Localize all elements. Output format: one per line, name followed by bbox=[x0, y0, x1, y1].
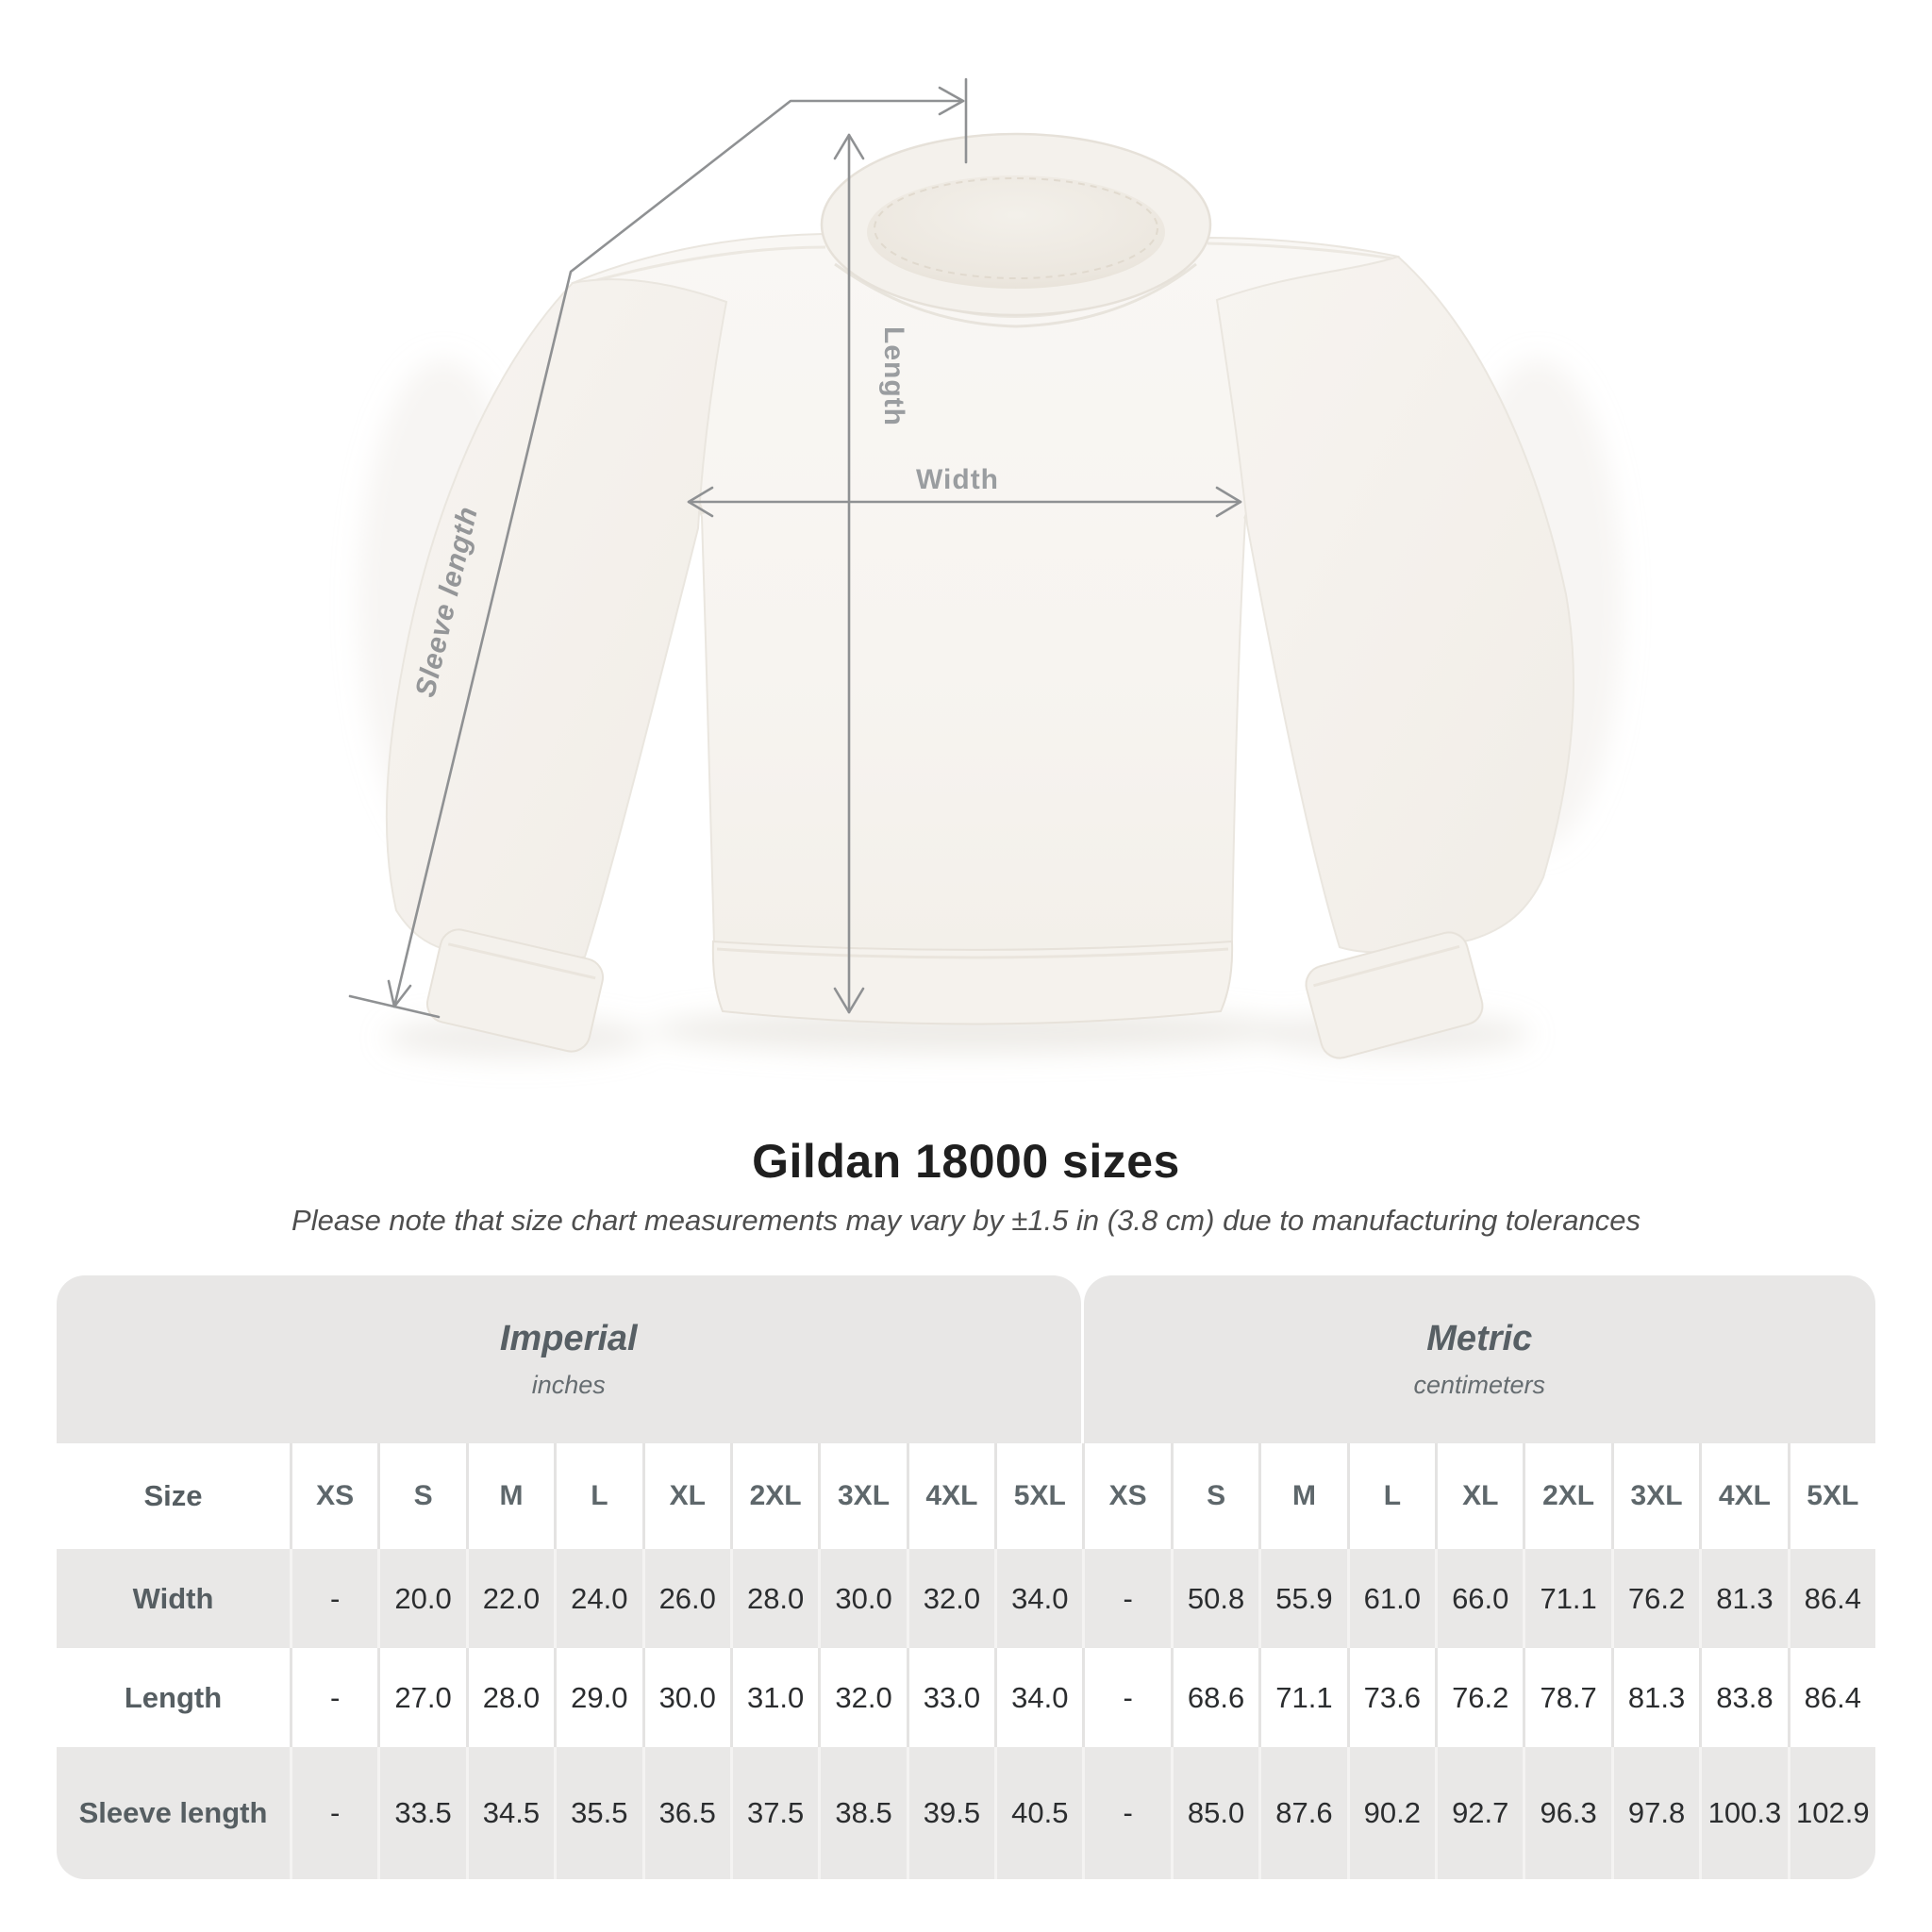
row-label-width: Width bbox=[132, 1581, 214, 1615]
size-header-metric-m: M bbox=[1258, 1443, 1346, 1549]
size-column-header: Size bbox=[143, 1479, 203, 1512]
size-header-metric-2xl: 2XL bbox=[1523, 1443, 1610, 1549]
width-dimension-label: Width bbox=[915, 464, 1000, 495]
metric-header bbox=[1084, 1275, 1876, 1443]
size-header-row bbox=[57, 1443, 1875, 1549]
imperial-unit: inches bbox=[531, 1371, 606, 1399]
imperial-label: Imperial bbox=[499, 1319, 638, 1358]
imperial-header bbox=[57, 1275, 1081, 1443]
size-header-imperial-l: L bbox=[554, 1443, 641, 1549]
tolerance-note: Please note that size chart measurements may vary by ±1.5 in (3.8 cm) due to manufacturing tolerances bbox=[291, 1204, 1641, 1237]
metric-unit: centimeters bbox=[1413, 1371, 1546, 1399]
size-table bbox=[57, 1275, 1875, 1879]
size-header-imperial-2xl: 2XL bbox=[730, 1443, 818, 1549]
row-label-sleeve-length: Sleeve length bbox=[78, 1796, 268, 1829]
size-header-metric-5xl: 5XL bbox=[1788, 1443, 1875, 1549]
page-title: Gildan 18000 sizes bbox=[752, 1135, 1180, 1188]
size-header-metric-4xl: 4XL bbox=[1699, 1443, 1787, 1549]
size-header-imperial-xl: XL bbox=[642, 1443, 730, 1549]
size-header-imperial-m: M bbox=[466, 1443, 554, 1549]
sleeve-length-end-tick-bottom bbox=[350, 996, 439, 1017]
size-header-imperial-4xl: 4XL bbox=[907, 1443, 994, 1549]
table-row-width: Width - 20.0 22.0 24.0 26.0 28.0 30.0 32.0 34.0 - 50.8 55.9 61.0 66.0 71.1 76.2 81.3 86.4 bbox=[57, 1549, 1875, 1648]
size-header-imperial-3xl: 3XL bbox=[818, 1443, 906, 1549]
table-row-length: Length - 27.0 28.0 29.0 30.0 31.0 32.0 33.0 34.0 - 68.6 71.1 73.6 76.2 78.7 81.3 83.8 86.4 bbox=[57, 1648, 1875, 1747]
sleeve-length-dimension-label: Sleeve length bbox=[409, 503, 485, 701]
unit-header-row bbox=[57, 1275, 1875, 1443]
size-header-imperial-5xl: 5XL bbox=[994, 1443, 1082, 1549]
size-header-imperial-xs: XS bbox=[290, 1443, 377, 1549]
metric-label: Metric bbox=[1426, 1319, 1533, 1358]
row-label-length: Length bbox=[124, 1680, 223, 1714]
size-header-metric-xl: XL bbox=[1435, 1443, 1523, 1549]
sweatshirt-illustration bbox=[387, 134, 1574, 1062]
size-header-metric-3xl: 3XL bbox=[1611, 1443, 1699, 1549]
size-header-metric-xs: XS bbox=[1082, 1443, 1170, 1549]
size-header-imperial-s: S bbox=[377, 1443, 465, 1549]
size-header-metric-l: L bbox=[1347, 1443, 1435, 1549]
length-dimension-label: Length bbox=[878, 326, 909, 426]
size-header-metric-s: S bbox=[1171, 1443, 1258, 1549]
sweatshirt-right-sleeve bbox=[1217, 257, 1574, 953]
table-row-sleeve-length: Sleeve length - 33.5 34.5 35.5 36.5 37.5 38.5 39.5 40.5 - 85.0 87.6 90.2 92.7 96.3 97.8 100.3 102.9 bbox=[57, 1747, 1875, 1879]
